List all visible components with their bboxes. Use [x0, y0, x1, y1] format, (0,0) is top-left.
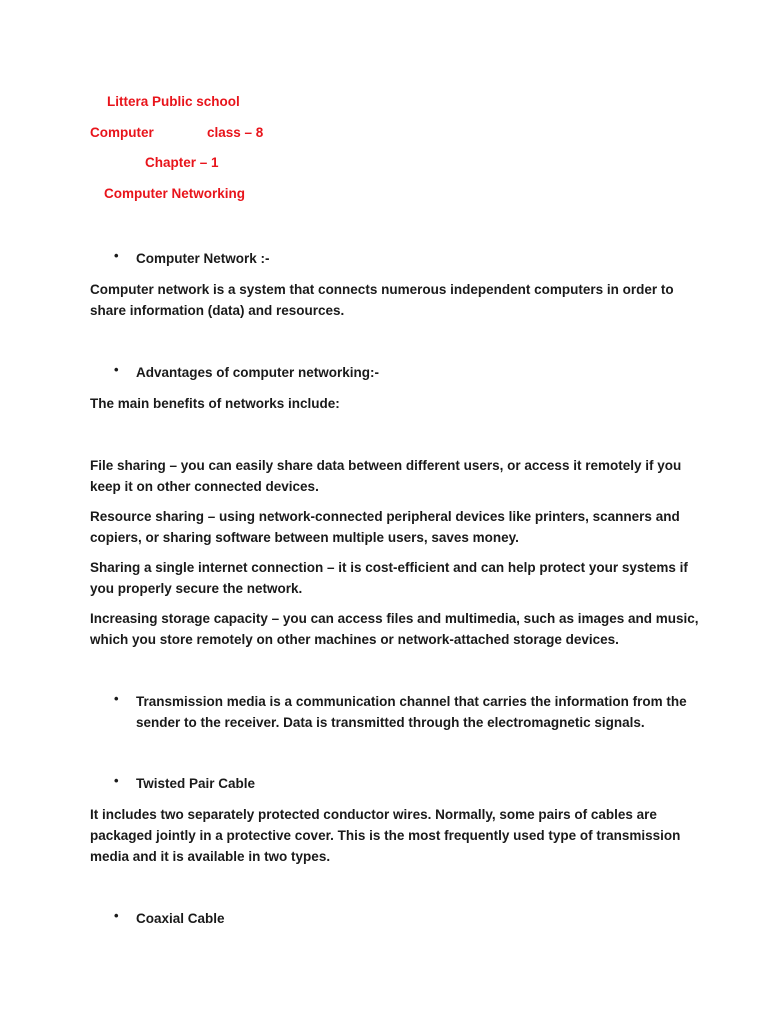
bullet-icon: •: [114, 362, 119, 377]
bullet-icon: •: [114, 248, 119, 263]
bullet-icon: •: [114, 773, 119, 788]
section-heading: Coaxial Cable: [136, 911, 225, 926]
chapter-label: Chapter – 1: [145, 155, 219, 170]
paragraph-line: sender to the receiver. Data is transmitted through the electromagnetic signals.: [136, 715, 645, 730]
computer-network-paragraph: [90, 279, 690, 321]
bullet-icon: •: [114, 908, 119, 923]
paragraph-line: which you store remotely on other machines or network-attached storage devices.: [90, 632, 619, 647]
paragraph-line: media and it is available in two types.: [90, 849, 331, 864]
subject-label: Computer: [90, 125, 154, 140]
paragraph-line: copiers, or sharing software between multiple users, saves money.: [90, 530, 519, 545]
paragraph-line: share information (data) and resources.: [90, 303, 345, 318]
class-label: class – 8: [207, 125, 264, 140]
twisted-pair-paragraph: [90, 804, 690, 867]
section-heading: Twisted Pair Cable: [136, 776, 256, 791]
section-heading: Computer Network :-: [136, 251, 270, 266]
advantages-intro: The main benefits of networks include:: [90, 396, 340, 411]
school-name: Littera Public school: [107, 94, 240, 109]
advantage-item: [90, 455, 690, 497]
paragraph-line: Resource sharing – using network-connected peripheral devices like printers, scanners and: [90, 509, 680, 524]
paragraph-line: Increasing storage capacity – you can access files and multimedia, such as images and music,: [90, 611, 699, 626]
section-heading: Advantages of computer networking:-: [136, 365, 380, 380]
advantage-item: [90, 506, 690, 548]
paragraph-line: It includes two separately protected conductor wires. Normally, some pairs of cables are: [90, 807, 657, 822]
paragraph-line: File sharing – you can easily share data between different users, or access it remotely if you: [90, 458, 682, 473]
bullet-icon: •: [114, 691, 119, 706]
topic-title: Computer Networking: [104, 186, 246, 201]
paragraph-line: keep it on other connected devices.: [90, 479, 319, 494]
paragraph-line: Transmission media is a communication channel that carries the information from the: [136, 694, 687, 709]
paragraph-line: Computer network is a system that connects numerous independent computers in order to: [90, 282, 674, 297]
advantage-item: [90, 557, 690, 599]
advantage-item: [90, 608, 699, 650]
paragraph-line: Sharing a single internet connection – it is cost-efficient and can help protect your systems if: [90, 560, 688, 575]
paragraph-line: packaged jointly in a protective cover. This is the most frequently used type of transmission: [90, 828, 681, 843]
paragraph-line: you properly secure the network.: [90, 581, 303, 596]
